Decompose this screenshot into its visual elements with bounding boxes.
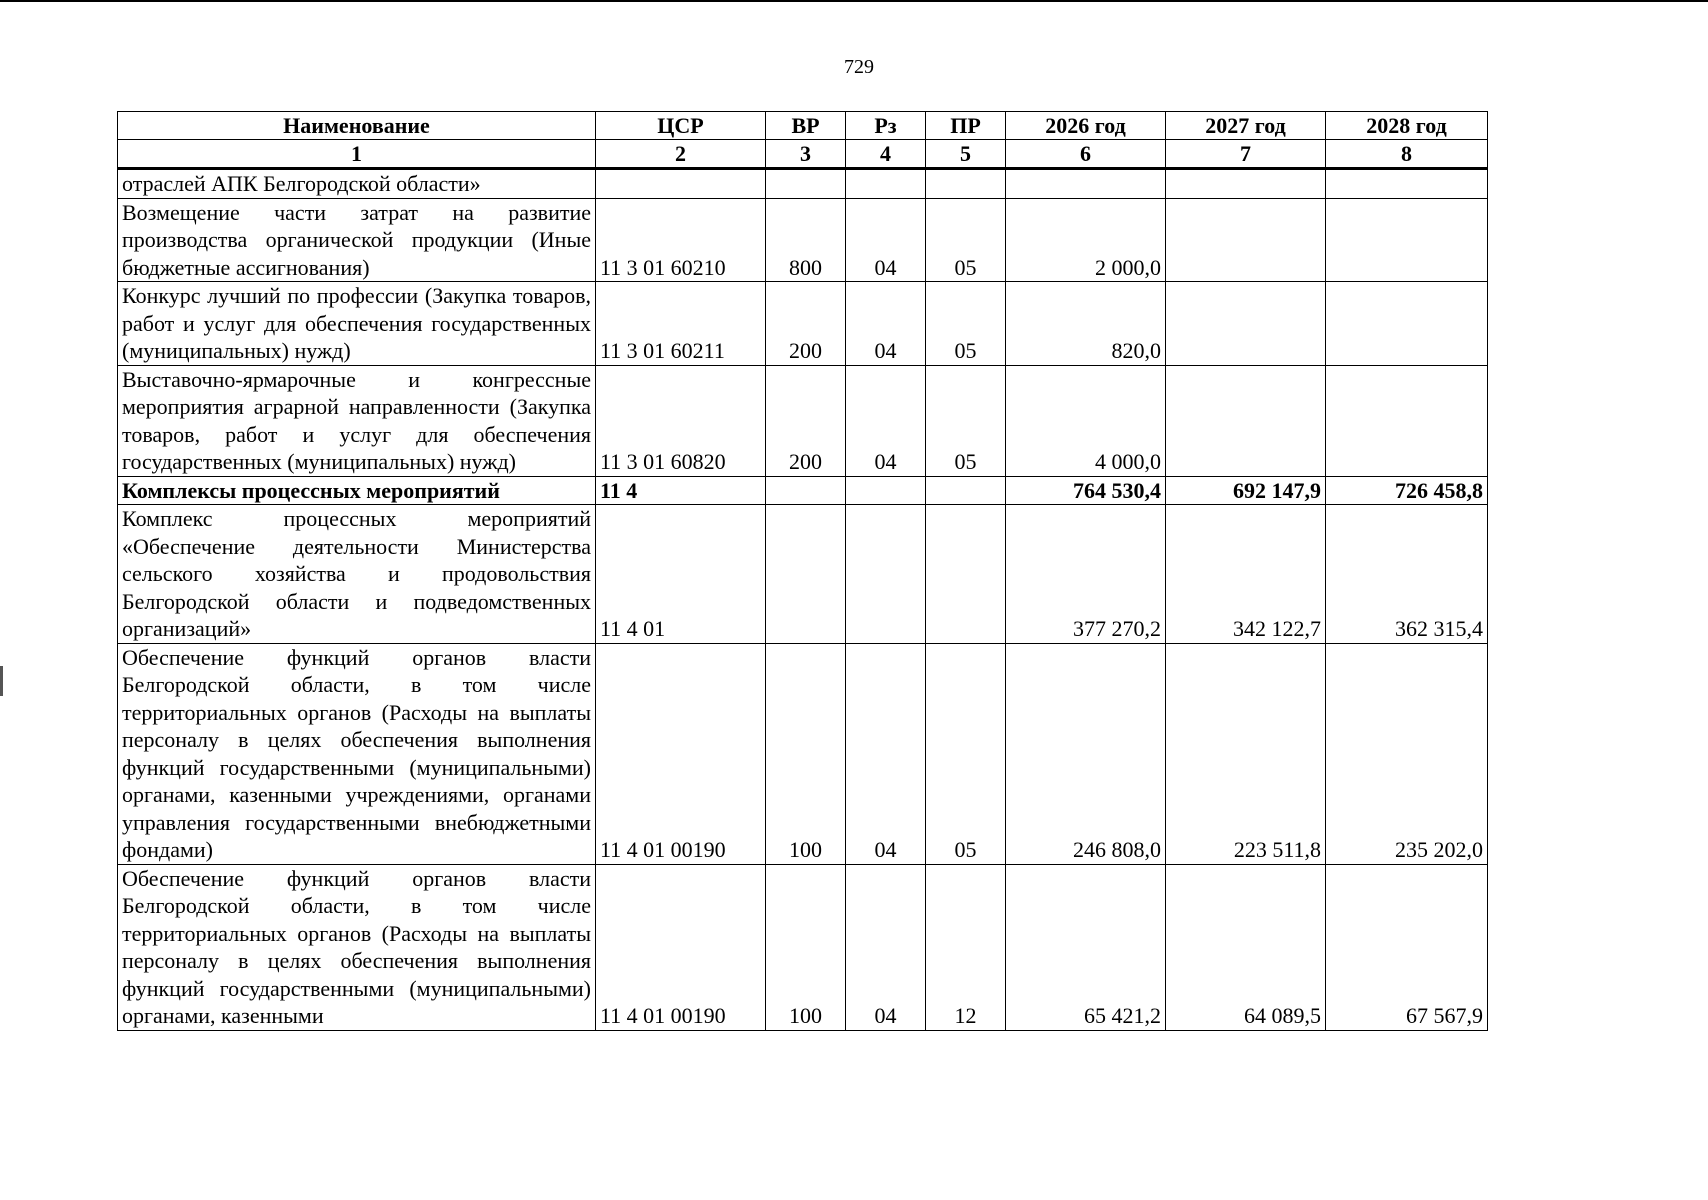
row-rz-cell: [846, 505, 926, 644]
column-number-cell: 1: [118, 140, 596, 169]
table-row: [118, 864, 1488, 1030]
header-cell: Наименование: [118, 112, 596, 140]
row-pr-cell: 05: [926, 282, 1006, 366]
row-name-cell: Обеспечение функций органов власти Белгородской области, в том числе территориальных органов (Расходы на выплаты персоналу в целях обеспечения выполнения функций государственными (муниципальными) органами, казенными учреждениями, органами управления государственными внебюджетными фондами): [118, 643, 596, 864]
row-rz-cell: [846, 169, 926, 199]
header-cell: ЦСР: [596, 112, 766, 140]
page-number: 729: [844, 56, 874, 78]
row-2028-cell: [1326, 365, 1488, 476]
table-row: [118, 198, 1488, 282]
row-name-cell: Конкурс лучший по профессии (Закупка товаров, работ и услуг для обеспечения государственных (муниципальных) нужд): [118, 282, 596, 366]
row-pr-cell: 05: [926, 643, 1006, 864]
row-rz-cell: 04: [846, 282, 926, 366]
row-name-cell: Комплекс процессных мероприятий «Обеспечение деятельности Министерства сельского хозяйства и продовольствия Белгородской области и подведомственных организаций»: [118, 505, 596, 644]
row-csr-cell: 11 4: [596, 476, 766, 505]
table-row: [118, 365, 1488, 476]
row-name-cell: Комплексы процессных мероприятий: [118, 476, 596, 505]
header-cell: Рз: [846, 112, 926, 140]
scan-edge-mark: [0, 666, 3, 696]
row-2028-cell: [1326, 282, 1488, 366]
header-cell: ПР: [926, 112, 1006, 140]
row-2026-cell: 246 808,0: [1006, 643, 1166, 864]
row-2028-cell: 67 567,9: [1326, 864, 1488, 1030]
row-vr-cell: [766, 169, 846, 199]
column-number-cell: 4: [846, 140, 926, 169]
table-row: [118, 282, 1488, 366]
row-csr-cell: 11 3 01 60211: [596, 282, 766, 366]
row-2027-cell: [1166, 169, 1326, 199]
row-2028-cell: [1326, 198, 1488, 282]
row-csr-cell: 11 4 01 00190: [596, 643, 766, 864]
column-number-cell: 7: [1166, 140, 1326, 169]
row-pr-cell: [926, 505, 1006, 644]
row-vr-cell: 100: [766, 643, 846, 864]
row-2027-cell: 64 089,5: [1166, 864, 1326, 1030]
row-2026-cell: [1006, 169, 1166, 199]
column-number-row: [118, 140, 1488, 169]
header-cell: 2027 год: [1166, 112, 1326, 140]
column-number-cell: 2: [596, 140, 766, 169]
table-row: [118, 643, 1488, 864]
row-2028-cell: 235 202,0: [1326, 643, 1488, 864]
row-csr-cell: 11 3 01 60820: [596, 365, 766, 476]
table-row: [118, 169, 1488, 199]
row-pr-cell: [926, 476, 1006, 505]
row-vr-cell: 100: [766, 864, 846, 1030]
column-number-cell: 6: [1006, 140, 1166, 169]
row-2027-cell: [1166, 198, 1326, 282]
row-2028-cell: 362 315,4: [1326, 505, 1488, 644]
row-name-cell: Выставочно-ярмарочные и конгрессные мероприятия аграрной направленности (Закупка товаров, работ и услуг для обеспечения государственных (муниципальных) нужд): [118, 365, 596, 476]
column-number-cell: 8: [1326, 140, 1488, 169]
row-2027-cell: 223 511,8: [1166, 643, 1326, 864]
row-vr-cell: [766, 505, 846, 644]
row-vr-cell: 200: [766, 282, 846, 366]
row-vr-cell: 200: [766, 365, 846, 476]
row-pr-cell: [926, 169, 1006, 199]
header-row: [118, 112, 1488, 140]
row-2026-cell: 2 000,0: [1006, 198, 1166, 282]
row-rz-cell: 04: [846, 365, 926, 476]
header-cell: 2026 год: [1006, 112, 1166, 140]
row-2027-cell: 342 122,7: [1166, 505, 1326, 644]
row-2027-cell: 692 147,9: [1166, 476, 1326, 505]
row-csr-cell: 11 4 01 00190: [596, 864, 766, 1030]
row-2027-cell: [1166, 365, 1326, 476]
row-2028-cell: [1326, 169, 1488, 199]
budget-table: [117, 111, 1488, 1031]
table-row: [118, 505, 1488, 644]
row-csr-cell: 11 3 01 60210: [596, 198, 766, 282]
row-2026-cell: 377 270,2: [1006, 505, 1166, 644]
row-vr-cell: [766, 476, 846, 505]
row-pr-cell: 05: [926, 365, 1006, 476]
row-2028-cell: 726 458,8: [1326, 476, 1488, 505]
table-row: [118, 476, 1488, 505]
row-name-cell: отраслей АПК Белгородской области»: [118, 169, 596, 199]
row-name-cell: Возмещение части затрат на развитие производства органической продукции (Иные бюджетные ассигнования): [118, 198, 596, 282]
table-body: [118, 169, 1488, 1031]
row-pr-cell: 05: [926, 198, 1006, 282]
column-number-cell: 5: [926, 140, 1006, 169]
header-cell: ВР: [766, 112, 846, 140]
row-csr-cell: 11 4 01: [596, 505, 766, 644]
header-cell: 2028 год: [1326, 112, 1488, 140]
column-number-cell: 3: [766, 140, 846, 169]
row-2026-cell: 65 421,2: [1006, 864, 1166, 1030]
row-rz-cell: [846, 476, 926, 505]
row-csr-cell: [596, 169, 766, 199]
row-2026-cell: 820,0: [1006, 282, 1166, 366]
row-rz-cell: 04: [846, 643, 926, 864]
row-rz-cell: 04: [846, 198, 926, 282]
row-2026-cell: 764 530,4: [1006, 476, 1166, 505]
page-top-border: [0, 0, 1708, 2]
row-2027-cell: [1166, 282, 1326, 366]
row-vr-cell: 800: [766, 198, 846, 282]
row-2026-cell: 4 000,0: [1006, 365, 1166, 476]
row-pr-cell: 12: [926, 864, 1006, 1030]
row-name-cell: Обеспечение функций органов власти Белгородской области, в том числе территориальных органов (Расходы на выплаты персоналу в целях обеспечения выполнения функций государственными (муниципальными) органами, казенными: [118, 864, 596, 1030]
row-rz-cell: 04: [846, 864, 926, 1030]
